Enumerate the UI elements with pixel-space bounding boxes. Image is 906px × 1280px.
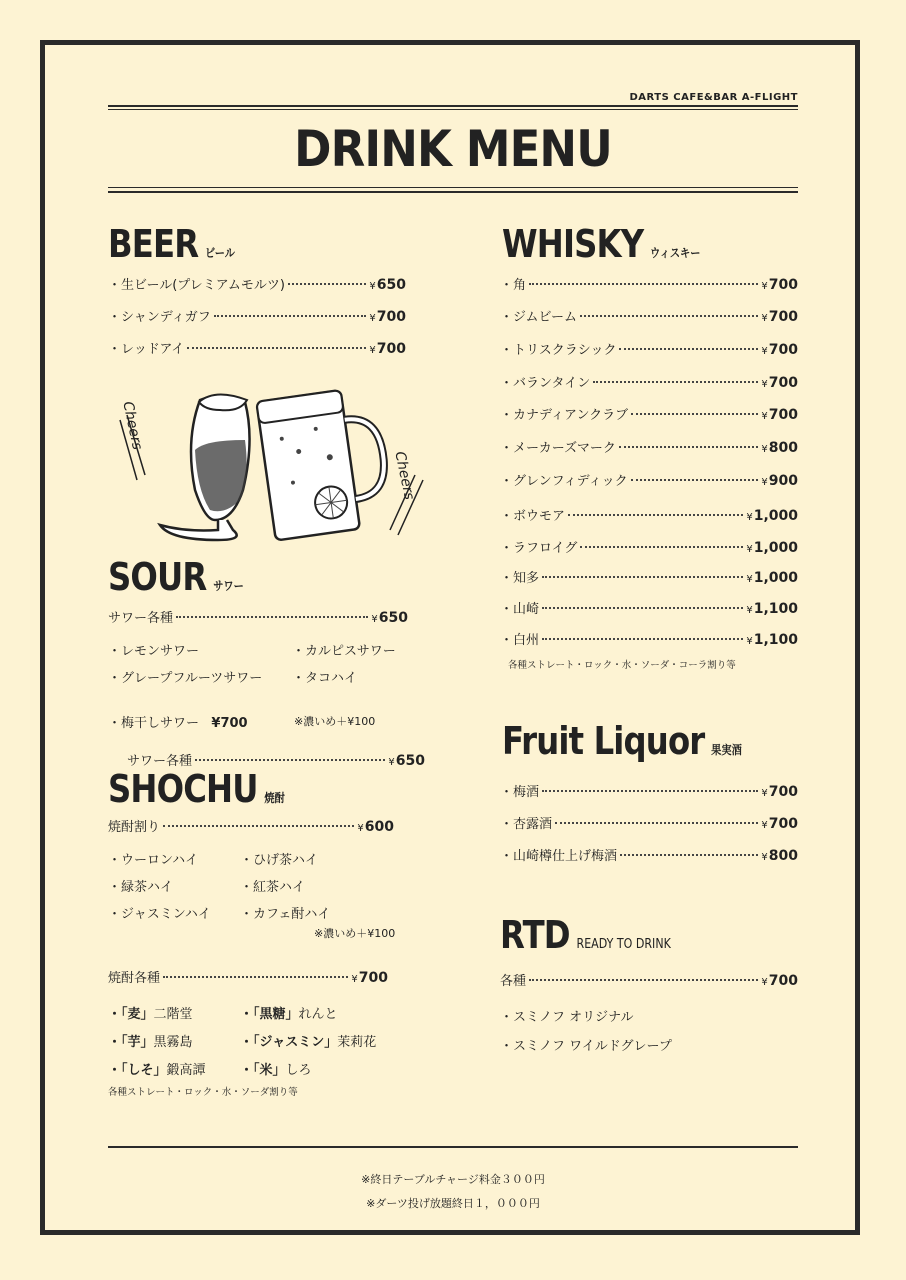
beer-heading: BEER ビール bbox=[108, 222, 236, 266]
cheers-illustration bbox=[115, 380, 435, 550]
sour-heading: SOUR サワー bbox=[108, 555, 244, 599]
menu-item: ・グレンフィディック ¥900 bbox=[500, 473, 798, 489]
menu-item: ・レッドアイ ¥700 bbox=[108, 341, 406, 357]
shochu-brand: ・「しそ」鍛高譚 bbox=[108, 1063, 206, 1078]
whisky-footnote: 各種ストレート・ロック・水・ソーダ・コーラ割り等 bbox=[508, 660, 736, 671]
menu-item: ・シャンディガフ ¥700 bbox=[108, 309, 406, 325]
header-rule-top-thin bbox=[108, 109, 798, 110]
whisky-heading: WHISKY ウィスキー bbox=[502, 222, 701, 266]
header-rule-bottom bbox=[108, 191, 798, 193]
menu-item: 焼酎各種 ¥700 bbox=[108, 970, 388, 986]
sour-option: ・カルピスサワー bbox=[292, 644, 396, 659]
umeboshi-sour: ・梅干しサワー ¥700 bbox=[108, 716, 248, 731]
menu-item: ・生ビール(プレミアムモルツ) ¥650 bbox=[108, 277, 406, 293]
menu-item: サワー各種 ¥650 bbox=[108, 610, 408, 626]
shochu-brand: ・「麦」二階堂 bbox=[108, 1007, 193, 1022]
menu-item: ・バランタイン ¥700 bbox=[500, 375, 798, 391]
shochu-brand: ・「芋」黒霧島 bbox=[108, 1035, 193, 1050]
menu-item: ・知多 ¥1,000 bbox=[500, 570, 798, 586]
cheers-text-right: Cheers bbox=[391, 450, 418, 502]
shochu-option: ・カフェ酎ハイ bbox=[240, 907, 331, 922]
menu-item: ・白州 ¥1,100 bbox=[500, 632, 798, 648]
sour-option: ・グレープフルーツサワー bbox=[108, 671, 263, 686]
menu-item: ・トリスクラシック ¥700 bbox=[500, 342, 798, 358]
footer-note-charge: ※終日テーブルチャージ料金３００円 bbox=[361, 1173, 545, 1186]
page-title: DRINK MENU bbox=[294, 120, 612, 178]
footer-note-darts: ※ダーツ投げ放題終日１，０００円 bbox=[366, 1197, 540, 1210]
footer-rule bbox=[108, 1146, 798, 1148]
shochu-option: ・紅茶ハイ bbox=[240, 880, 306, 895]
menu-item: ・梅酒 ¥700 bbox=[500, 784, 798, 800]
menu-item: 各種 ¥700 bbox=[500, 973, 798, 989]
shochu-heading: SHOCHU 焼酎 bbox=[108, 767, 285, 811]
shochu-brand: ・「ジャスミン」茉莉花 bbox=[240, 1035, 377, 1050]
menu-item: サワー各種 ¥650 bbox=[127, 753, 425, 769]
menu-item: 焼酎割り ¥600 bbox=[108, 819, 394, 835]
brand-name: DARTS CAFE&BAR A-FLIGHT bbox=[629, 92, 798, 103]
menu-item: ・角 ¥700 bbox=[500, 277, 798, 293]
rtd-item: ・スミノフ ワイルドグレープ bbox=[500, 1039, 672, 1054]
menu-item: ・山崎 ¥1,100 bbox=[500, 601, 798, 617]
umeboshi-note: ※濃いめ＋¥100 bbox=[294, 715, 376, 728]
sour-option: ・タコハイ bbox=[292, 671, 358, 686]
shochu-option: ・ジャスミンハイ bbox=[108, 907, 211, 922]
shochu-brand: ・「黒糖」れんと bbox=[240, 1007, 338, 1022]
menu-item: ・山崎樽仕上げ梅酒 ¥800 bbox=[500, 848, 798, 864]
menu-item: ・ラフロイグ ¥1,000 bbox=[500, 540, 798, 556]
shochu-brand: ・「米」しろ bbox=[240, 1063, 312, 1078]
menu-item: ・ジムビーム ¥700 bbox=[500, 309, 798, 325]
shochu-footnote: 各種ストレート・ロック・水・ソーダ割り等 bbox=[108, 1087, 298, 1098]
rtd-heading: RTD READY TO DRINK bbox=[500, 913, 671, 957]
cheers-text-left: Cheers bbox=[119, 400, 146, 452]
menu-item: ・メーカーズマーク ¥800 bbox=[500, 440, 798, 456]
menu-item: ・杏露酒 ¥700 bbox=[500, 816, 798, 832]
shochu-option: ・緑茶ハイ bbox=[108, 880, 174, 895]
sour-option: ・レモンサワー bbox=[108, 644, 200, 659]
rtd-item: ・スミノフ オリジナル bbox=[500, 1010, 634, 1025]
menu-item: ・カナディアンクラブ ¥700 bbox=[500, 407, 798, 423]
shochu-option: ・ひげ茶ハイ bbox=[240, 853, 319, 868]
menu-item: ・ボウモア ¥1,000 bbox=[500, 508, 798, 524]
fruit-liquor-heading: Fruit Liquor 果実酒 bbox=[502, 719, 742, 763]
header-rule-top bbox=[108, 105, 798, 107]
shochu-note: ※濃いめ＋¥100 bbox=[314, 927, 396, 940]
header-rule-bottom-thin bbox=[108, 187, 798, 188]
shochu-option: ・ウーロンハイ bbox=[108, 853, 199, 868]
beer-glasses-icon bbox=[115, 380, 435, 550]
